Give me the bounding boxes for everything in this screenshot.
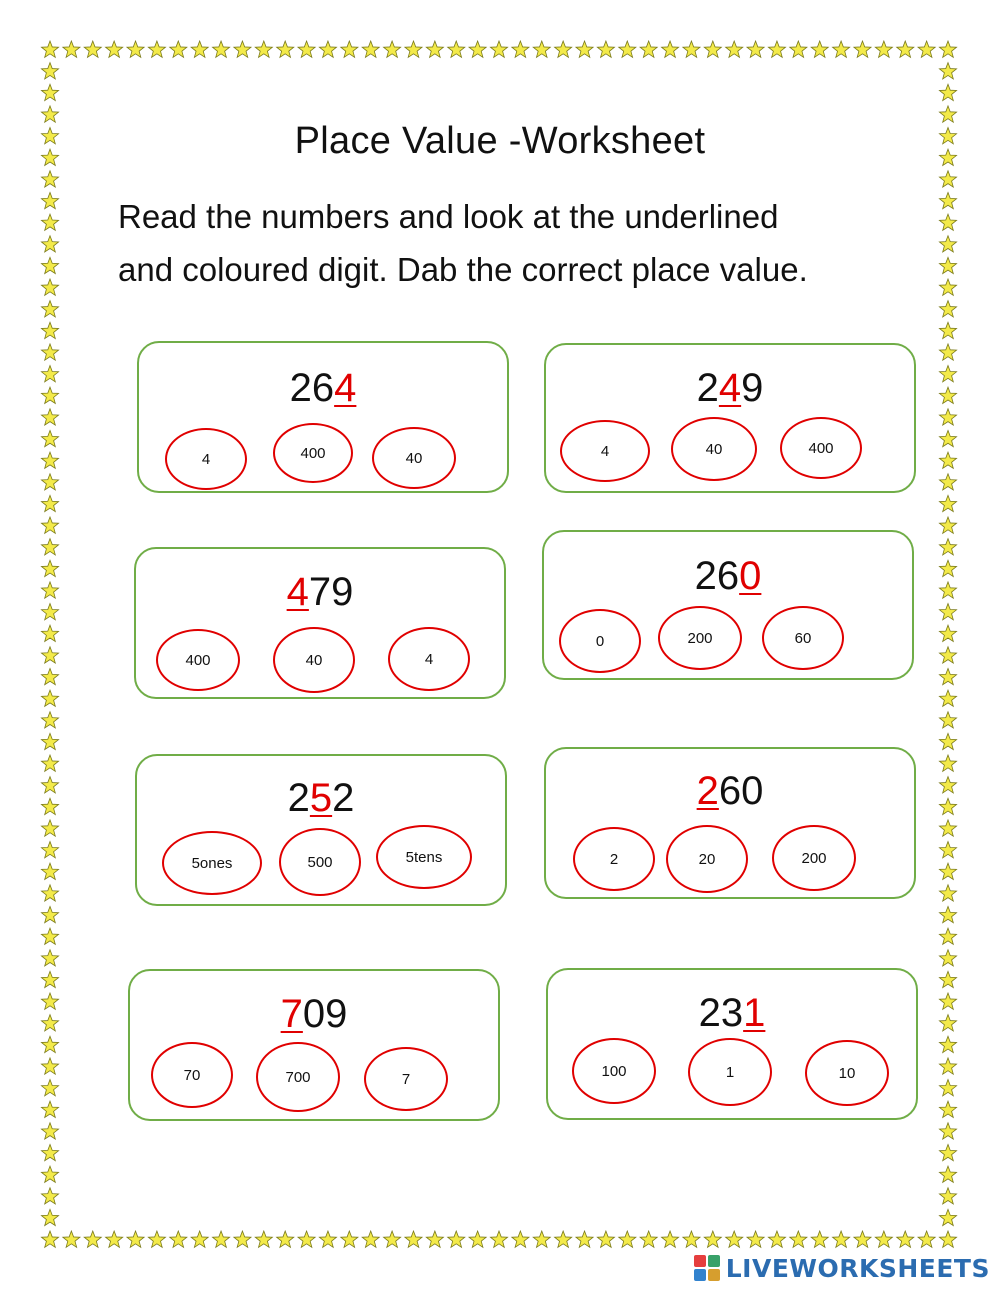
instructions-line-1: Read the numbers and look at the underlined [118, 198, 779, 235]
star-icon [939, 1123, 956, 1139]
answer-option[interactable]: 400 [780, 417, 862, 479]
star-icon [448, 41, 465, 57]
digit: 3 [720, 991, 744, 1035]
star-icon [341, 1231, 358, 1247]
star-icon [148, 41, 165, 57]
answer-option[interactable]: 700 [256, 1042, 340, 1112]
star-icon [41, 63, 58, 79]
star-icon [341, 41, 358, 57]
star-icon [939, 84, 956, 100]
star-icon [811, 1231, 828, 1247]
star-icon [41, 798, 58, 814]
star-icon [939, 387, 956, 403]
answer-option[interactable]: 4 [560, 420, 650, 482]
star-icon [512, 41, 529, 57]
star-icon [939, 430, 956, 446]
star-icon [918, 1231, 935, 1247]
star-icon [939, 1144, 956, 1160]
star-icon [875, 1231, 892, 1247]
star-icon [41, 171, 58, 187]
highlighted-digit: 1 [743, 991, 766, 1035]
star-icon [41, 192, 58, 208]
answer-option[interactable]: 70 [151, 1042, 233, 1108]
star-icon [939, 257, 956, 273]
star-icon [384, 1231, 401, 1247]
number [546, 364, 914, 412]
star-icon [939, 625, 956, 641]
exercise-card [128, 969, 500, 1121]
answer-option[interactable]: 400 [156, 629, 240, 691]
star-icon [939, 733, 956, 749]
star-icon [704, 1231, 721, 1247]
star-icon [362, 41, 379, 57]
star-icon [41, 366, 58, 382]
highlighted-digit: 4 [334, 366, 357, 410]
digit: 0 [741, 769, 764, 813]
star-icon [490, 1231, 507, 1247]
star-icon [41, 690, 58, 706]
star-icon [41, 430, 58, 446]
star-icon [63, 41, 80, 57]
star-icon [747, 41, 764, 57]
number [546, 767, 914, 815]
star-icon [41, 495, 58, 511]
star-icon [41, 993, 58, 1009]
digit: 7 [308, 570, 332, 614]
star-icon [41, 1123, 58, 1139]
star-icon [661, 1231, 678, 1247]
star-icon [811, 41, 828, 57]
star-icon [939, 971, 956, 987]
star-icon [84, 1231, 101, 1247]
star-icon [405, 41, 422, 57]
star-icon [939, 842, 956, 858]
star-icon [768, 1231, 785, 1247]
star-icon [939, 1058, 956, 1074]
number [137, 774, 505, 822]
star-icon [41, 1036, 58, 1052]
star-icon [939, 322, 956, 338]
star-icon [939, 1231, 956, 1247]
brand-text: LIVEWORKSHEETS [725, 1253, 990, 1283]
star-icon [683, 41, 700, 57]
answer-option[interactable]: 4 [165, 428, 247, 490]
star-icon [170, 1231, 187, 1247]
star-icon [726, 41, 743, 57]
star-icon [41, 582, 58, 598]
answer-option[interactable]: 5ones [162, 831, 262, 895]
star-icon [555, 1231, 572, 1247]
exercise-card [544, 747, 916, 899]
star-icon [106, 1231, 123, 1247]
digit: 6 [311, 366, 335, 410]
star-icon [512, 1231, 529, 1247]
star-icon [939, 798, 956, 814]
instructions [118, 190, 918, 296]
star-icon [41, 842, 58, 858]
star-icon [41, 214, 58, 230]
star-icon [212, 1231, 229, 1247]
star-icon [854, 1231, 871, 1247]
highlighted-digit: 0 [739, 554, 762, 598]
star-icon [597, 1231, 614, 1247]
star-icon [84, 41, 101, 57]
star-icon [576, 41, 593, 57]
star-icon [41, 1144, 58, 1160]
star-icon [319, 41, 336, 57]
star-icon [939, 1101, 956, 1117]
digit: 2 [287, 776, 310, 820]
star-icon [469, 41, 486, 57]
answer-option[interactable]: 60 [762, 606, 844, 670]
star-icon [41, 1101, 58, 1117]
highlighted-digit: 5 [309, 776, 333, 820]
star-icon [897, 1231, 914, 1247]
star-icon [41, 84, 58, 100]
star-icon [277, 41, 294, 57]
digit: 6 [716, 554, 740, 598]
star-icon [41, 236, 58, 252]
star-icon [833, 41, 850, 57]
number [139, 364, 507, 412]
liveworksheets-logo-icon [694, 1255, 720, 1281]
star-icon [469, 1231, 486, 1247]
highlighted-digit: 7 [280, 992, 303, 1036]
star-icon [918, 41, 935, 57]
star-icon [533, 1231, 550, 1247]
number [544, 552, 912, 600]
star-icon [298, 1231, 315, 1247]
star-icon [939, 1209, 956, 1225]
star-icon [41, 885, 58, 901]
star-icon [41, 733, 58, 749]
star-icon [426, 41, 443, 57]
star-icon [939, 928, 956, 944]
star-icon [939, 539, 956, 555]
star-icon [939, 236, 956, 252]
star-icon [41, 560, 58, 576]
star-icon [939, 863, 956, 879]
digit: 2 [698, 991, 721, 1035]
star-icon [41, 604, 58, 620]
star-icon [939, 604, 956, 620]
answer-option[interactable]: 0 [559, 609, 641, 673]
star-icon [41, 1166, 58, 1182]
highlighted-digit: 2 [696, 769, 719, 813]
star-icon [127, 1231, 144, 1247]
star-icon [255, 41, 272, 57]
star-icon [939, 344, 956, 360]
answer-option[interactable]: 100 [572, 1038, 656, 1104]
star-icon [41, 950, 58, 966]
star-icon [170, 41, 187, 57]
star-icon [41, 971, 58, 987]
star-icon [41, 647, 58, 663]
star-icon [939, 1166, 956, 1182]
answer-option[interactable]: 200 [658, 606, 742, 670]
star-icon [939, 171, 956, 187]
star-icon [384, 41, 401, 57]
star-icon [939, 495, 956, 511]
star-icon [939, 712, 956, 728]
exercise-card [137, 341, 509, 493]
star-icon [234, 1231, 251, 1247]
star-icon [41, 863, 58, 879]
star-icon [191, 1231, 208, 1247]
star-icon [939, 690, 956, 706]
star-icon [875, 41, 892, 57]
star-icon [41, 1231, 58, 1247]
star-icon [533, 41, 550, 57]
star-icon [41, 928, 58, 944]
star-icon [576, 1231, 593, 1247]
highlighted-digit: 4 [718, 366, 742, 410]
star-icon [939, 777, 956, 793]
star-icon [212, 41, 229, 57]
star-icon [234, 41, 251, 57]
answer-option[interactable]: 40 [273, 627, 355, 693]
star-icon [939, 820, 956, 836]
star-icon [939, 1015, 956, 1031]
star-icon [41, 301, 58, 317]
star-icon [790, 1231, 807, 1247]
star-icon [448, 1231, 465, 1247]
star-icon [939, 755, 956, 771]
digit: 2 [289, 366, 312, 410]
star-icon [640, 1231, 657, 1247]
answer-option[interactable]: 2 [573, 827, 655, 891]
star-icon [939, 1188, 956, 1204]
star-icon [41, 41, 58, 57]
instructions-line-2: and coloured digit. Dab the correct place value. [118, 251, 808, 288]
star-icon [41, 777, 58, 793]
number [548, 989, 916, 1037]
star-icon [127, 41, 144, 57]
star-icon [640, 41, 657, 57]
answer-option[interactable]: 1 [688, 1038, 772, 1106]
star-icon [41, 344, 58, 360]
star-icon [939, 279, 956, 295]
star-icon [939, 885, 956, 901]
star-icon [41, 906, 58, 922]
star-icon [555, 41, 572, 57]
star-icon [41, 755, 58, 771]
star-icon [41, 279, 58, 295]
star-icon [939, 214, 956, 230]
exercise-card [546, 968, 918, 1120]
star-icon [939, 63, 956, 79]
star-icon [41, 322, 58, 338]
star-icon [768, 41, 785, 57]
star-icon [41, 474, 58, 490]
exercise-card [542, 530, 914, 680]
star-icon [726, 1231, 743, 1247]
star-icon [41, 1015, 58, 1031]
digit: 9 [331, 570, 354, 614]
star-icon [939, 1036, 956, 1052]
star-icon [41, 1209, 58, 1225]
star-icon [41, 668, 58, 684]
digit: 2 [694, 554, 717, 598]
star-icon [790, 41, 807, 57]
star-icon [704, 41, 721, 57]
star-icon [41, 820, 58, 836]
star-icon [939, 647, 956, 663]
star-icon [854, 41, 871, 57]
star-icon [939, 474, 956, 490]
star-icon [426, 1231, 443, 1247]
star-icon [939, 301, 956, 317]
star-icon [661, 41, 678, 57]
star-icon [939, 906, 956, 922]
star-icon [619, 1231, 636, 1247]
answer-option[interactable]: 10 [805, 1040, 889, 1106]
star-icon [41, 409, 58, 425]
star-icon [41, 452, 58, 468]
digit: 9 [741, 366, 764, 410]
star-icon [41, 539, 58, 555]
star-icon [747, 1231, 764, 1247]
star-icon [319, 1231, 336, 1247]
star-icon [41, 1188, 58, 1204]
star-icon [897, 41, 914, 57]
exercise-card [134, 547, 506, 699]
highlighted-digit: 4 [286, 570, 309, 614]
digit: 9 [325, 992, 348, 1036]
answer-option[interactable]: 4 [388, 627, 470, 691]
star-icon [41, 1058, 58, 1074]
star-icon [255, 1231, 272, 1247]
star-icon [683, 1231, 700, 1247]
star-icon [41, 387, 58, 403]
star-icon [939, 1080, 956, 1096]
star-icon [298, 41, 315, 57]
star-icon [939, 517, 956, 533]
star-icon [939, 409, 956, 425]
star-icon [490, 41, 507, 57]
star-icon [939, 950, 956, 966]
star-icon [939, 192, 956, 208]
digit: 0 [302, 992, 326, 1036]
digit: 2 [332, 776, 355, 820]
star-icon [939, 366, 956, 382]
digit: 6 [718, 769, 742, 813]
liveworksheets-brand [694, 1251, 990, 1285]
star-icon [597, 41, 614, 57]
exercise-card [135, 754, 507, 906]
star-icon [106, 41, 123, 57]
exercise-card [544, 343, 916, 493]
star-icon [939, 993, 956, 1009]
page-title: Place Value -Worksheet [294, 120, 706, 162]
number [136, 568, 504, 616]
star-icon [191, 41, 208, 57]
star-icon [405, 1231, 422, 1247]
answer-option[interactable]: 5tens [376, 825, 472, 889]
answer-option[interactable]: 400 [273, 423, 353, 483]
star-icon [63, 1231, 80, 1247]
star-icon [148, 1231, 165, 1247]
star-icon [41, 712, 58, 728]
star-icon [41, 1080, 58, 1096]
star-icon [619, 41, 636, 57]
digit: 2 [696, 366, 719, 410]
answer-option[interactable]: 20 [666, 825, 748, 893]
star-icon [41, 257, 58, 273]
answer-option[interactable]: 200 [772, 825, 856, 891]
star-icon [362, 1231, 379, 1247]
star-icon [41, 625, 58, 641]
star-icon [939, 452, 956, 468]
answer-option[interactable]: 7 [364, 1047, 448, 1111]
answer-option[interactable]: 500 [279, 828, 361, 896]
star-icon [939, 560, 956, 576]
star-icon [277, 1231, 294, 1247]
star-icon [833, 1231, 850, 1247]
star-icon [939, 582, 956, 598]
star-icon [939, 668, 956, 684]
answer-option[interactable]: 40 [671, 417, 757, 481]
star-icon [939, 41, 956, 57]
answer-option[interactable]: 40 [372, 427, 456, 489]
star-icon [41, 517, 58, 533]
number [130, 990, 498, 1038]
